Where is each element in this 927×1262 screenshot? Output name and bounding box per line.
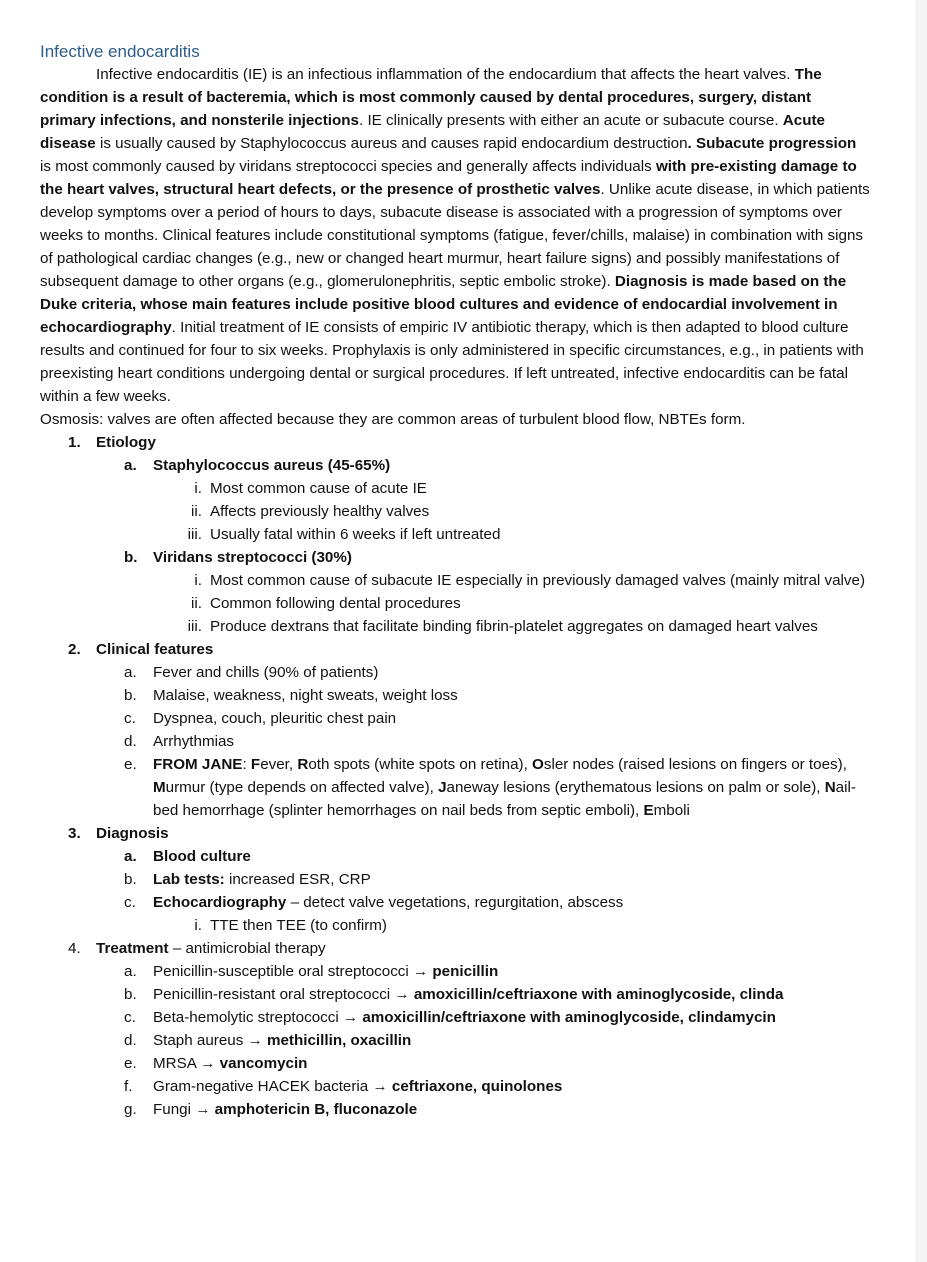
list-marker: 2.: [68, 641, 81, 658]
outline-item-text: [153, 1075, 870, 1098]
outline-item: [40, 615, 870, 638]
text-run: – antimicrobial therapy: [168, 940, 326, 957]
list-marker: iii.: [187, 526, 202, 543]
text-run: mboli: [653, 802, 690, 819]
outline-item-text: [153, 845, 870, 868]
text-run: amoxicillin/ceftriaxone with aminoglycoside, clindamycin: [362, 1009, 776, 1026]
list-marker: a.: [124, 457, 137, 474]
list-marker: b.: [124, 871, 137, 888]
list-marker: b.: [124, 687, 137, 704]
text-run: methicillin, oxacillin: [266, 1032, 412, 1049]
text-run: Acute disease: [40, 112, 825, 152]
text-run: Common following dental procedures: [210, 595, 461, 612]
outline-item: [40, 569, 870, 592]
text-run: aneway lesions (erythematous lesions on palm or sole),: [446, 779, 825, 796]
outline-item: [40, 845, 870, 868]
text-run: – detect valve vegetations, regurgitation, abscess: [286, 894, 624, 911]
outline-item: [40, 868, 870, 891]
list-marker: d.: [124, 733, 137, 750]
text-run: :: [242, 756, 251, 773]
outline-item-text: [210, 500, 870, 523]
text-run: Staph aureus →: [153, 1032, 267, 1049]
list-marker: 1.: [68, 434, 81, 451]
outline-item-text: [153, 1006, 870, 1029]
text-run: R: [297, 756, 309, 773]
list-marker: c.: [124, 710, 136, 727]
outline-item-text: [153, 1029, 870, 1052]
list-marker: g.: [124, 1101, 137, 1118]
text-run: Echocardiography: [153, 894, 287, 911]
list-marker: d.: [124, 1032, 137, 1049]
text-run: Penicillin-resistant oral streptococci →: [153, 986, 414, 1003]
outline-item: [40, 937, 870, 960]
text-run: Fever and chills (90% of patients): [153, 664, 379, 681]
list-marker: a.: [124, 664, 137, 681]
outline-item: [40, 1006, 870, 1029]
outline-item: [40, 707, 870, 730]
document-page: [40, 40, 870, 1121]
outline-item: [40, 431, 870, 454]
outline-item-text: [153, 707, 870, 730]
outline-item-text: [210, 477, 870, 500]
outline-item: [40, 960, 870, 983]
outline-item-text: [153, 753, 870, 822]
outline-list: [40, 431, 870, 1121]
outline-item-text: [153, 891, 870, 914]
list-marker: i.: [194, 572, 202, 589]
list-marker: a.: [124, 848, 137, 865]
outline-item: [40, 684, 870, 707]
text-run: sler nodes (raised lesions on fingers or toes),: [543, 756, 847, 773]
list-marker: c.: [124, 894, 136, 911]
text-run: Penicillin-susceptible oral streptococci →: [153, 963, 433, 980]
text-run: Infective endocarditis (IE) is an infectious inflammation of the endocardium that affects the heart valves.: [96, 66, 795, 83]
outline-item: [40, 454, 870, 477]
text-run: Usually fatal within 6 weeks if left untreated: [210, 526, 501, 543]
outline-item-text: [210, 569, 870, 592]
text-run: Fungi →: [153, 1101, 215, 1118]
text-run: Viridans streptococci (30%): [153, 549, 352, 566]
list-marker: b.: [124, 986, 137, 1003]
text-run: F: [250, 756, 261, 773]
text-run: amoxicillin/ceftriaxone with aminoglycoside, clinda: [413, 986, 784, 1003]
outline-item: [40, 753, 870, 822]
text-run: ever,: [260, 756, 298, 773]
outline-item-text: [153, 983, 870, 1006]
outline-item: [40, 546, 870, 569]
outline-item-text: [210, 592, 870, 615]
osmosis-note: Osmosis: valves are often affected because they are common areas of turbulent blood flow, NBTEs form.: [40, 411, 746, 428]
outline-item: [40, 1029, 870, 1052]
outline-item: [40, 891, 870, 914]
outline-item: [40, 983, 870, 1006]
outline-item-text: [96, 937, 870, 960]
outline-item: [40, 661, 870, 684]
list-marker: ii.: [191, 595, 202, 612]
outline-item: [40, 523, 870, 546]
text-run: Beta-hemolytic streptococci →: [153, 1009, 363, 1026]
outline-item: [40, 1098, 870, 1121]
text-run: . IE clinically presents with either an acute or subacute course.: [359, 112, 783, 129]
outline-item-text: [153, 960, 870, 983]
text-run: ail-bed hemorrhage (splinter hemorrhages on nail beds from septic emboli),: [153, 779, 856, 819]
scrollbar-gutter: [915, 0, 927, 1262]
list-marker: f.: [124, 1078, 133, 1095]
outline-item-text: [210, 523, 870, 546]
list-marker: a.: [124, 963, 137, 980]
text-run: . Initial treatment of IE consists of empiric IV antibiotic therapy, which is then adapted to blood culture results and continued for four to six weeks. Prophylaxis is only administered in specific circumstances, e.g., in patients with preexisting heart conditions undergoing dental or surgical procedures. If left untreated, infective endocarditis can be fatal within a few weeks.: [40, 319, 864, 405]
text-run: Dyspnea, couch, pleuritic chest pain: [153, 710, 397, 727]
list-marker: e.: [124, 756, 137, 773]
outline-item: [40, 592, 870, 615]
text-run: is usually caused by Staphylococcus aureus and causes rapid endocardium destruction: [95, 135, 688, 152]
text-run: N: [824, 779, 836, 796]
text-run: . Unlike acute disease, in which patients develop symptoms over a period of hours to days, subacute disease is associated with a progression of symptoms over weeks to months. Clinical features include constitutional symptoms (fatigue, fever/chills, malaise) in combination with signs of pathological cardiac changes (e.g., new or changed heart murmur, heart failure signs) and possibly manifestations of subsequent damage to other organs (e.g., glomerulonephritis, septic embolic stroke).: [40, 181, 870, 290]
text-run: Staphylococcus aureus (45-65%): [153, 457, 391, 474]
text-run: Affects previously healthy valves: [210, 503, 430, 520]
outline-item: [40, 638, 870, 661]
text-run: amphotericin B, fluconazole: [214, 1101, 418, 1118]
list-marker: b.: [124, 549, 138, 566]
intro-paragraph: [40, 63, 870, 408]
text-run: E: [643, 802, 654, 819]
text-run: Arrhythmias: [153, 733, 235, 750]
outline-item-text: [153, 868, 870, 891]
outline-item-text: [153, 1098, 870, 1121]
text-run: Diagnosis: [96, 825, 169, 842]
text-run: urmur (type depends on affected valve),: [165, 779, 439, 796]
text-run: FROM JANE: [153, 756, 243, 773]
outline-item: [40, 1075, 870, 1098]
list-marker: 3.: [68, 825, 81, 842]
list-marker: i.: [194, 480, 202, 497]
outline-item-text: [96, 431, 870, 454]
text-run: The condition is a result of bacteremia, which is most commonly caused by dental procedures, surgery, distant primary infections, and nonsterile injections: [40, 66, 822, 129]
outline-item-text: [153, 684, 870, 707]
text-run: vancomycin: [219, 1055, 308, 1072]
text-run: Diagnosis is made based on the Duke criteria, whose main features include positive blood cultures and evidence of endocardial involvement in echocardiography: [40, 273, 847, 336]
outline-item-text: [96, 638, 870, 661]
outline-item-text: [96, 822, 870, 845]
outline-item-text: [153, 730, 870, 753]
list-marker: i.: [194, 917, 202, 934]
text-run: Treatment: [96, 940, 169, 957]
list-marker: iii.: [187, 618, 202, 635]
list-marker: e.: [124, 1055, 137, 1072]
text-run: increased ESR, CRP: [224, 871, 371, 888]
text-run: ceftriaxone, quinolones: [391, 1078, 563, 1095]
outline-item: [40, 822, 870, 845]
outline-item: [40, 500, 870, 523]
text-run: Gram-negative HACEK bacteria →: [153, 1078, 392, 1095]
text-run: . Subacute progression: [687, 135, 857, 152]
list-marker: ii.: [191, 503, 202, 520]
text-run: oth spots (white spots on retina),: [308, 756, 533, 773]
text-run: Blood culture: [153, 848, 251, 865]
text-run: Malaise, weakness, night sweats, weight loss: [153, 687, 458, 704]
text-run: Most common cause of subacute IE especially in previously damaged valves (mainly mitral valve): [210, 572, 866, 589]
text-run: O: [532, 756, 544, 773]
text-run: Clinical features: [96, 641, 214, 658]
text-run: TTE then TEE (to confirm): [210, 917, 387, 934]
text-run: MRSA →: [153, 1055, 220, 1072]
text-run: Most common cause of acute IE: [210, 480, 427, 497]
outline-item: [40, 730, 870, 753]
outline-item-text: [153, 1052, 870, 1075]
text-run: Etiology: [96, 434, 156, 451]
outline-item-text: [210, 914, 870, 937]
text-run: with pre-existing damage to the heart valves, structural heart defects, or the presence of prosthetic valves: [40, 158, 857, 198]
text-run: J: [438, 779, 447, 796]
list-marker: 4.: [68, 940, 81, 957]
outline-item-text: [153, 661, 870, 684]
list-marker: c.: [124, 1009, 136, 1026]
text-run: Produce dextrans that facilitate binding fibrin-platelet aggregates on damaged heart valves: [210, 618, 818, 635]
section-heading: Infective endocarditis: [40, 42, 200, 61]
outline-item-text: [153, 546, 870, 569]
text-run: penicillin: [432, 963, 499, 980]
outline-item: [40, 914, 870, 937]
outline-item: [40, 1052, 870, 1075]
text-run: M: [153, 779, 166, 796]
outline-item: [40, 477, 870, 500]
text-run: is most commonly caused by viridans streptococci species and generally affects individuals: [40, 158, 656, 175]
outline-item-text: [153, 454, 870, 477]
text-run: Lab tests:: [153, 871, 225, 888]
outline-item-text: [210, 615, 870, 638]
